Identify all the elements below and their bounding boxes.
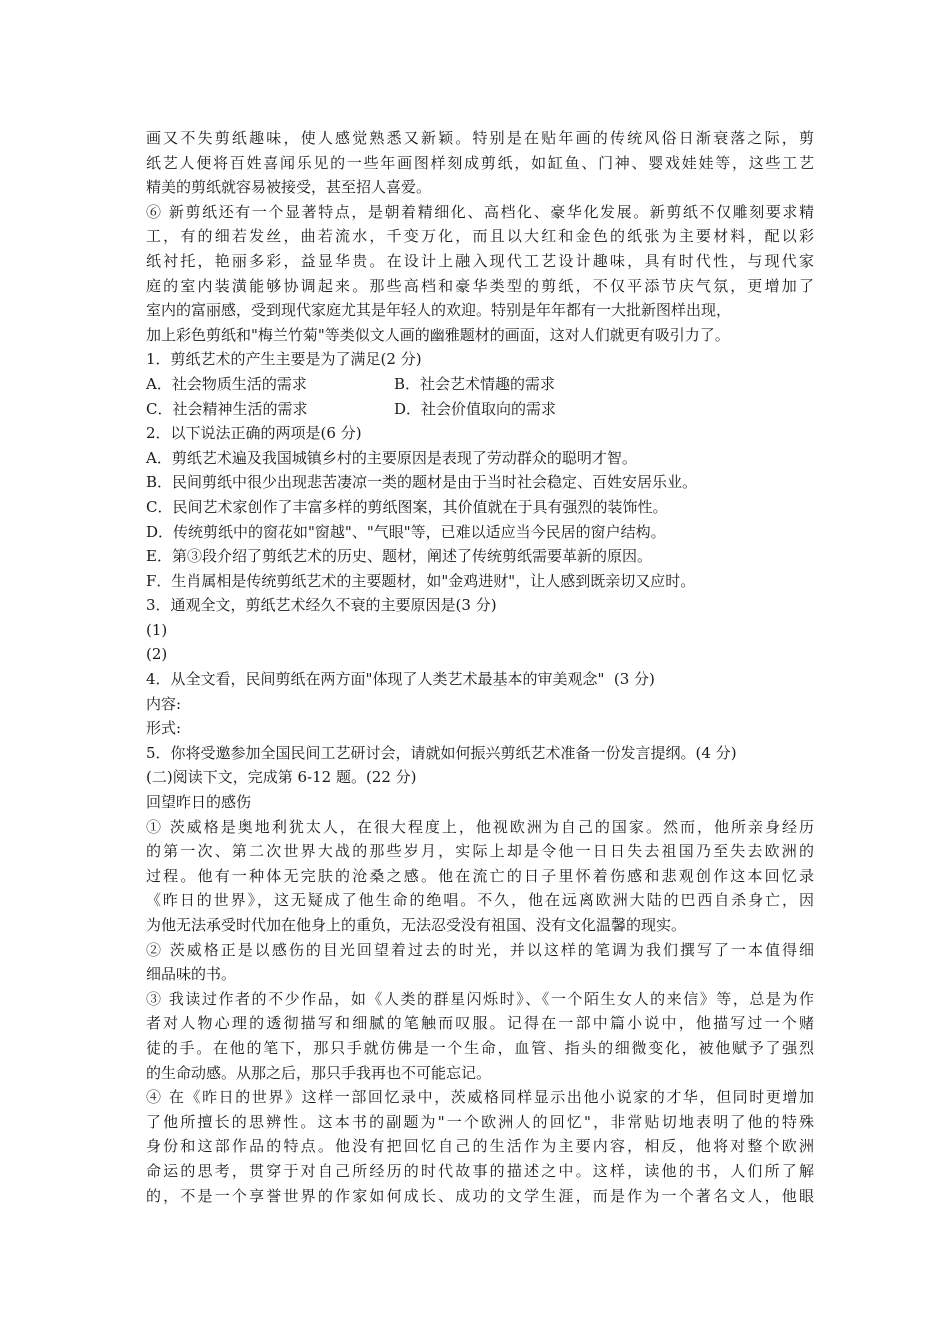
text-line: 过程。他有一种体无完肤的沧桑之感。他在流亡的日子里怀着伤感和悲观创作这本回忆录 (146, 866, 814, 885)
answer-blank: (1) (146, 620, 168, 639)
text-line: 的生命动感。从那之后，那只手我再也不可能忘记。 (146, 1063, 492, 1082)
text-line: 细品味的书。 (146, 965, 237, 984)
option-a: A．剪纸艺术遍及我国城镇乡村的主要原因是表现了劳动群众的聪明才智。 (146, 448, 637, 467)
question-5 (146, 741, 814, 766)
text-line: 者对人物心理的透彻描写和细腻的笔触而叹服。记得在一部中篇小说中，他描写过一个赌 (146, 1014, 814, 1033)
question-4 (146, 667, 814, 741)
paragraph-1-line: ① 茨威格是奥地利犹太人，在很大程度上，他视欧洲为自己的国家。然而，他所亲身经历 (146, 817, 814, 836)
text-line: 《昨日的世界》，这无疑成了他生命的绝唱。不久，他在远离欧洲大陆的巴西自杀身亡，因 (146, 891, 814, 910)
option-a: A．社会物质生活的需求 (146, 374, 307, 393)
article-title: 回望昨日的感伤 (146, 793, 252, 812)
passage-continuation (146, 126, 814, 347)
option-row (146, 372, 814, 397)
text-line: 工，有的细若发丝，曲若流水，千变万化，而且以大红和金色的纸张为主要材料，配以彩 (146, 227, 814, 246)
text-line: 了他所擅长的思辨性。这本书的副题为"一个欧洲人的回忆"，非常贴切地表明了他的特殊 (146, 1112, 814, 1131)
option-d: D．社会价值取向的需求 (394, 399, 557, 418)
question-stem: 5．你将受邀参加全国民间工艺研讨会，请就如何振兴剪纸艺术准备一份发言提纲。(4 分) (146, 743, 737, 762)
section-heading: (二)阅读下文，完成第 6-12 题。(22 分) (146, 768, 417, 787)
text-line: 命运的思考，贯穿于对自己所经历的时代故事的描述之中。这样，读他的书，人们所了解 (146, 1161, 814, 1180)
option-b: B．社会艺术情趣的需求 (394, 374, 556, 393)
option-d: D．传统剪纸中的窗花如"窗越"、"气眼"等，已难以适应当今民居的窗户结构。 (146, 522, 666, 541)
paragraph-6-line: ⑥ 新剪纸还有一个显著特点，是朝着精细化、高档化、豪华化发展。新剪纸不仅雕刻要求精 (146, 202, 814, 221)
text-line: 庭的室内装潢能够协调起来。那些高档和豪华类型的剪纸，不仅平添节庆气氛，更增加了 (146, 276, 814, 295)
text-line: 徒的手。在他的笔下，那只手就仿佛是一个生命，血管、指头的细微变化，被他赋予了强烈 (146, 1038, 814, 1057)
answer-blank-form: 形式: (146, 719, 182, 738)
option-f: F．生肖属相是传统剪纸艺术的主要题材，如"金鸡进财"，让人感到既亲切又应时。 (146, 571, 696, 590)
answer-blank-content: 内容: (146, 694, 182, 713)
section-2 (146, 765, 814, 1208)
text-line: 身份和这部作品的特点。他没有把回忆自己的生活作为主要内容，相反，他将对整个欧洲 (146, 1137, 814, 1156)
text-line: 加上彩色剪纸和"梅兰竹菊"等类似文人画的幽雅题材的画面，这对人们就更有吸引力了。 (146, 325, 730, 344)
question-2 (146, 421, 814, 593)
option-row (146, 397, 814, 422)
text-line: 精美的剪纸就容易被接受，甚至招人喜爱。 (146, 178, 432, 197)
text-line: 的第一次、第二次世界大战的那些岁月，实际上却是令他一日日失去祖国乃至失去欧洲的 (146, 842, 814, 861)
text-line: 为他无法承受时代加在他身上的重负，无法忍受没有祖国、没有文化温馨的现实。 (146, 916, 687, 934)
text-line: 室内的富丽感，受到现代家庭尤其是年轻人的欢迎。特别是年年都有一大批新图样出现， (146, 301, 732, 320)
document-page (146, 126, 814, 1208)
text-line: 纸衬托，艳丽多彩，益显华贵。在设计上融入现代工艺设计趣味，具有时代性，与现代家 (146, 251, 814, 270)
answer-blank: (2) (146, 645, 168, 664)
paragraph-2-line: ② 茨威格正是以感伤的目光回望着过去的时光，并以这样的笔调为我们撰写了一本值得细 (146, 940, 814, 959)
text-line: 纸艺人便将百姓喜闻乐见的一些年画图样刻成剪纸，如缸鱼、门神、婴戏娃娃等，这些工艺 (146, 153, 814, 172)
option-c: C．民间艺术家创作了丰富多样的剪纸图案，其价值就在于具有强烈的装饰性。 (146, 497, 668, 516)
question-3 (146, 593, 814, 667)
paragraph-4-line: ④ 在《昨日的世界》这样一部回忆录中，茨威格同样显示出他小说家的才华，但同时更增加 (146, 1088, 814, 1107)
question-stem: 3．通观全文，剪纸艺术经久不衰的主要原因是(3 分) (146, 596, 497, 615)
question-stem: 4．从全文看，民间剪纸在两方面"体现了人类艺术最基本的审美观念" (3 分) (146, 670, 655, 689)
paragraph-3-line: ③ 我读过作者的不少作品，如《人类的群星闪烁时》、《一个陌生女人的来信》等，总是为作 (146, 989, 814, 1008)
question-1 (146, 347, 814, 421)
option-e: E．第③段介绍了剪纸艺术的历史、题材，阐述了传统剪纸需要革新的原因。 (146, 547, 652, 566)
text-line: 画又不失剪纸趣味，使人感觉熟悉又新颖。特别是在贴年画的传统风俗日渐衰落之际，剪 (146, 129, 814, 147)
option-b: B．民间剪纸中很少出现悲苦凄凉一类的题材是由于当时社会稳定、百姓安居乐业。 (146, 473, 698, 492)
option-c: C．社会精神生活的需求 (146, 399, 308, 418)
text-line: 的，不是一个享誉世界的作家如何成长、成功的文学生涯，而是作为一个著名文人，他眼 (146, 1186, 814, 1205)
question-stem: 2．以下说法正确的两项是(6 分) (146, 424, 362, 443)
question-stem: 1．剪纸艺术的产生主要是为了满足(2 分) (146, 350, 422, 369)
